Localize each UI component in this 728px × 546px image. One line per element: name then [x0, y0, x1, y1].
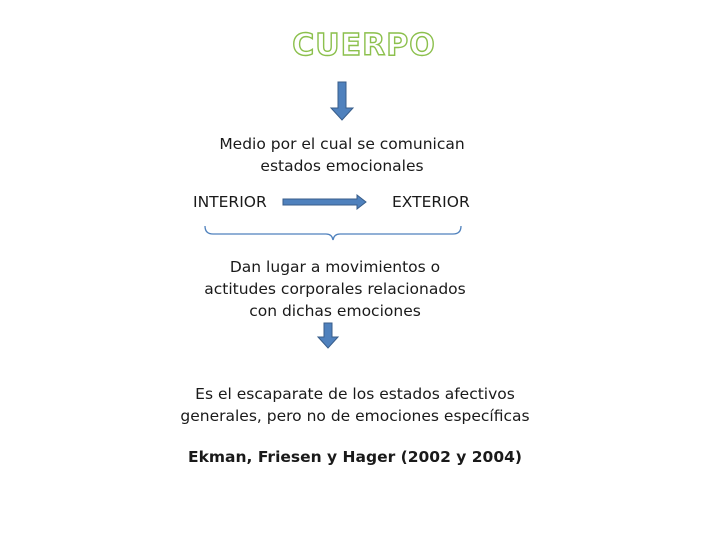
curly-brace-icon	[205, 226, 461, 240]
right-arrow-icon	[283, 195, 366, 209]
exterior-label: EXTERIOR	[392, 193, 470, 211]
consequence-line: con dichas emociones	[249, 302, 421, 320]
consequence-line: actitudes corporales relacionados	[204, 280, 466, 298]
definition-text	[212, 133, 472, 177]
citation: Ekman, Friesen y Hager (2002 y 2004)	[188, 448, 522, 466]
page-title: CUERPO	[292, 28, 436, 63]
conclusion-text	[180, 383, 530, 427]
down-arrow-icon	[318, 323, 338, 348]
down-arrow-icon	[331, 82, 353, 120]
definition-line: Medio por el cual se comunican	[219, 135, 465, 153]
consequence-line: Dan lugar a movimientos o	[229, 258, 441, 276]
consequence-text	[195, 256, 475, 322]
definition-line: estados emocionales	[260, 157, 424, 175]
conclusion-line: Es el escaparate de los estados afectivos	[195, 385, 515, 403]
interior-label: INTERIOR	[193, 193, 267, 211]
conclusion-line: generales, pero no de emociones específicas	[180, 407, 530, 425]
